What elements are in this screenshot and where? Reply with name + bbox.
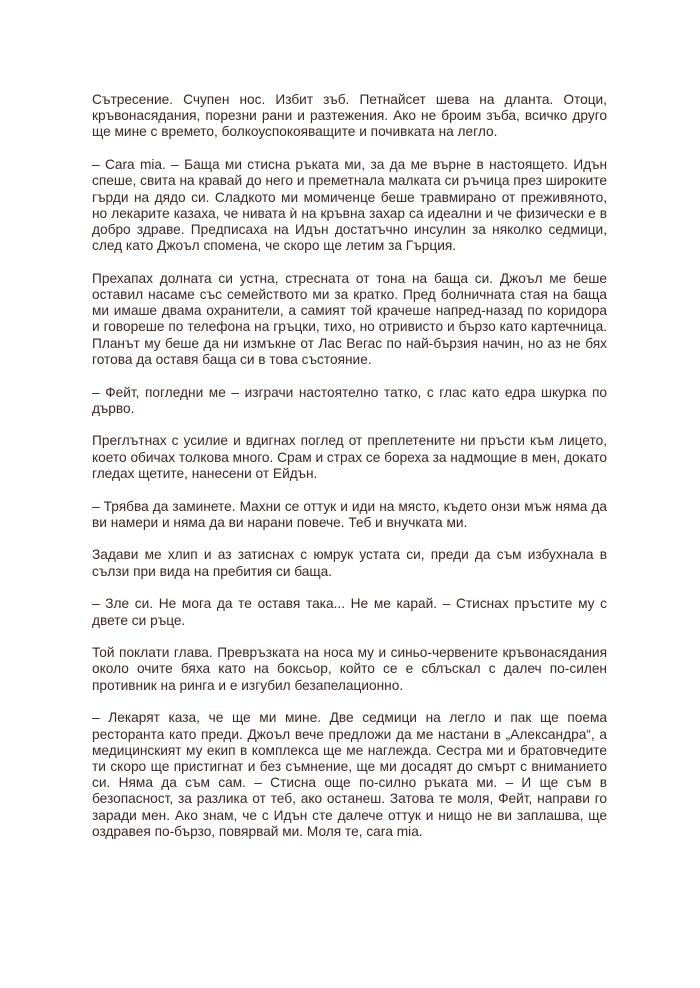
paragraph: Преглътнах с усилие и вдигнах поглед от преплетените ни пръсти към лицето, което обичах толкова много. Срам и страх се бореха за надмощие в мен, докато гледах щетите, нанесени от Ейдън. [92,433,607,481]
paragraph: – Лекарят каза, че ще ми мине. Две седмици на легло и пак ще поема ресторанта като преди. Джоъл вече предложи да ме настани в „Александра“, а медицинският му екип в комплекса ще ме наглежда. Сестра ми и братовчедите ти скоро ще пристигнат и без съмнение, ще ми досадят до смърт с вниманието си. Няма да съм сам. – Стисна още по-силно ръката ми. – И ще съм в безопасност, за разлика от теб, ако останеш. Затова те моля, Фейт, направи го заради мен. Ако знам, че с Идън сте далече оттук и нищо не ви заплашва, ще оздравея по-бързо, повярвай ми. Моля те, cara mia. [92,710,607,839]
body-text [92,92,607,857]
paragraph: – Зле си. Не мога да те оставя така... Не ме карай. – Стиснах пръстите му с двете си ръце. [92,596,607,628]
paragraph: – Cara mia. – Баща ми стисна ръката ми, за да ме върне в настоящето. Идън спеше, свита на кравай до него и преметнала малката си ръчица през широките гърди на дядо си. Сладкото ми момиченце беше травмирано от преживяното, но лекарите казаха, че нивата ѝ на кръвна захар са идеални и че физически е в добро здраве. Предписаха на Идън достатъчно инсулин за няколко седмици, след като Джоъл спомена, че скоро ще летим за Гърция. [92,157,607,254]
paragraph: Задави ме хлип и аз затиснах с юмрук устата си, преди да съм избухнала в сълзи при вида на пребития си баща. [92,547,607,579]
paragraph: Прехапах долната си устна, стресната от тона на баща си. Джоъл ме беше оставил насаме със семейството ми за кратко. Пред болничната стая на баща ми имаше двама охранители, а самият той крачеше напред-назад по коридора и говореше по телефона на гръцки, тихо, но отривисто и бързо като картечница. Планът му беше да ни измъкне от Лас Вегас по най-бързия начин, но аз не бях готова да оставя баща си в това състояние. [92,270,607,367]
paragraph: Сътресение. Счупен нос. Избит зъб. Петнайсет шева на дланта. Отоци, кръвонасядания, порезни рани и разтежения. Ако не броим зъба, всичко друго ще мине с времето, болкоуспокояващите и почивката на легло. [92,92,607,140]
paragraph: – Трябва да заминете. Махни се оттук и иди на място, където онзи мъж няма да ви намери и няма да ви нарани повече. Теб и внучката ми. [92,498,607,530]
paragraph: – Фейт, погледни ме – изграчи настоятелно татко, с глас като едра шкурка по дърво. [92,384,607,416]
paragraph: Той поклати глава. Превръзката на носа му и синьо-червените кръвонасядания около очите бяха като на боксьор, който се е сблъскал с далеч по-силен противник на ринга и е изгубил безапелационно. [92,645,607,693]
